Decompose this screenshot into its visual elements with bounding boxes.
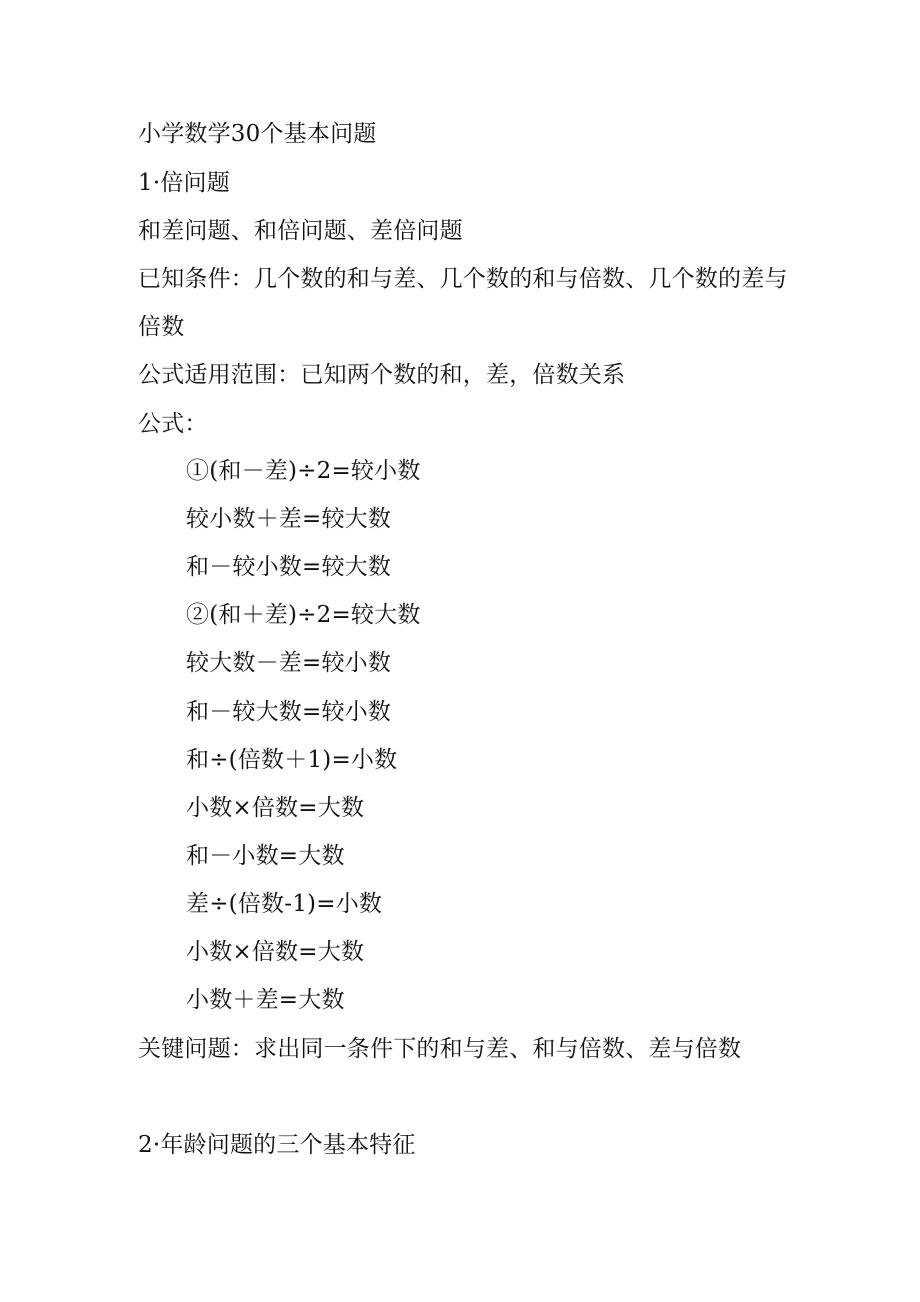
formula-line: ②(和＋差)÷2=较大数 xyxy=(186,602,421,628)
formula-line: 和÷(倍数＋1)=小数 xyxy=(186,747,398,773)
formula-line: 差÷(倍数-1)=小数 xyxy=(186,891,383,917)
formula-line: ①(和－差)÷2=较小数 xyxy=(186,458,421,484)
formula-line: 较小数＋差=较大数 xyxy=(186,506,392,532)
formula-scope: 公式适用范围：已知两个数的和，差，倍数关系 xyxy=(138,362,626,388)
formula-line: 和－小数=大数 xyxy=(186,843,345,869)
section-heading-1: 1·倍问题 xyxy=(138,170,230,196)
formula-label: 公式： xyxy=(138,411,208,437)
formula-line: 小数＋差=大数 xyxy=(186,987,345,1013)
key-question: 关键问题：求出同一条件下的和与差、和与倍数、差与倍数 xyxy=(138,1036,742,1062)
document-title: 小学数学30个基本问题 xyxy=(138,121,377,147)
formula-line: 和－较小数=较大数 xyxy=(186,554,392,580)
section-heading-2: 2·年龄问题的三个基本特征 xyxy=(138,1132,416,1158)
formula-line: 小数×倍数=大数 xyxy=(186,939,365,965)
formula-line: 较大数－差=较小数 xyxy=(186,650,392,676)
known-conditions-line-2: 倍数 xyxy=(138,314,185,340)
formula-line: 和－较大数=较小数 xyxy=(186,699,392,725)
problem-types: 和差问题、和倍问题、差倍问题 xyxy=(138,218,463,244)
known-conditions-line-1: 已知条件：几个数的和与差、几个数的和与倍数、几个数的差与 xyxy=(138,266,788,292)
formula-line: 小数×倍数=大数 xyxy=(186,795,365,821)
